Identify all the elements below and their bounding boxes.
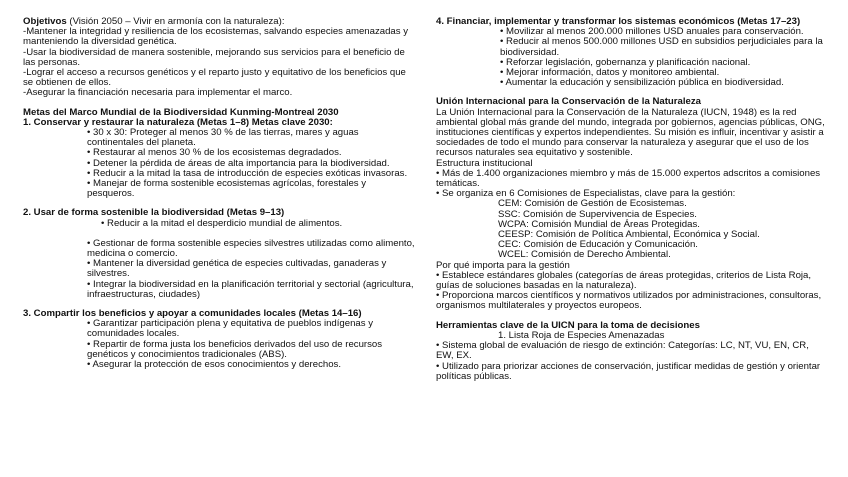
herramientas-item: • Sistema global de evaluación de riesgo de extinción: Categorías: LC, NT, VU, EN, CR, EW, EX.: [436, 340, 809, 362]
estructura-item: • Más de 1.400 organizaciones miembro y más de 15.000 expertos adscritos a comisiones temáticas.: [436, 167, 821, 190]
section-1-item: • Detener la pérdida de áreas de alta importancia para la biodiversidad.: [87, 157, 390, 169]
section-1-heading: 1. Conservar y restaurar la naturaleza (Metas 1–8) Metas clave 2030:: [23, 116, 333, 128]
herramientas-section: [436, 321, 828, 382]
comision-item: CEESP: Comisión de Política Ambiental, Económica y Social.: [498, 229, 760, 241]
section-1-item: • 30 x 30: Proteger al menos 30 % de las tierras, mares y aguas continentales del planeta.: [87, 127, 359, 149]
section-1-item: • Manejar de forma sostenible ecosistemas agrícolas, forestales y pesqueros.: [87, 178, 367, 200]
section-2-item: • Integrar la biodiversidad en la planificación territorial y sectorial (agricultura, infraestructuras, ciudades): [87, 278, 414, 300]
metas-section-3: [23, 309, 415, 370]
uicn-heading: Unión Internacional para la Conservación de la Naturaleza: [436, 96, 701, 108]
objetivos-subtitle: (Visión 2050 – Vivir en armonía con la naturaleza):: [66, 16, 285, 27]
objetivos-line: -Lograr el acceso a recursos genéticos y el reparto justo y equitativo de los beneficios que se obtienen de ellos.: [23, 67, 406, 89]
uicn-intro: La Unión Internacional para la Conservación de la Naturaleza (IUCN, 1948) es la red ambiental global más grande del mundo, integrada por gobiernos, agencias públicas, ONG, instituciones científicas y expertos independientes. Su misión es influir, incentivar y asistir a sociedades de todo el mundo para conservar la naturaleza y asegurar que el uso de los recursos naturales sea equitativo y sostenible.: [436, 106, 825, 159]
metas-heading: Metas del Marco Mundial de la Biodiversidad Kunming-Montreal 2030: [23, 106, 339, 118]
section-3-heading: 3. Compartir los beneficios y apoyar a comunidades locales (Metas 14–16): [23, 308, 362, 320]
objetivos-paragraph: [23, 17, 415, 99]
section-1-item: • Restaurar al menos 30 % de los ecosistemas degradados.: [87, 147, 342, 159]
herramientas-item: • Utilizado para priorizar acciones de conservación, justificar medidas de gestión y orientar políticas públicas.: [436, 360, 821, 382]
section-4-item: • Mejorar información, datos y monitoreo ambiental.: [500, 67, 720, 79]
section-2-item: • Gestionar de forma sostenible especies silvestres utilizadas como alimento, medicina o comercio.: [87, 237, 415, 260]
section-3-item: • Garantizar participación plena y equitativa de pueblos indígenas y comunidades locales.: [87, 318, 374, 340]
comision-item: WCEL: Comisión de Derecho Ambiental.: [498, 249, 671, 261]
estructura-title: Estructura institucional: [436, 157, 533, 169]
section-4-item: • Reforzar legislación, gobernanza y planificación nacional.: [500, 56, 751, 68]
objetivos-line: -Usar la biodiversidad de manera sostenible, mejorando sus servicios para el beneficio de las personas.: [23, 46, 405, 68]
importa-title: Por qué importa para la gestión: [436, 259, 570, 271]
section-4-heading: 4. Financiar, implementar y transformar los sistemas económicos (Metas 17–23): [436, 16, 801, 27]
comision-item: CEC: Comisión de Educación y Comunicación.: [498, 239, 698, 251]
section-3-item: • Repartir de forma justa los beneficios derivados del uso de recursos genéticos y conocimientos tradicionales (ABS).: [87, 338, 383, 360]
metas-section-4: [436, 17, 828, 88]
metas-section-1: [23, 108, 415, 200]
objetivos-title: Objetivos: [23, 16, 67, 27]
herramientas-heading: Herramientas clave de la UICN para la toma de decisiones: [436, 319, 700, 331]
estructura-item: • Se organiza en 6 Comisiones de Especialistas, clave para la gestión:: [436, 188, 736, 200]
comision-item: SSC: Comisión de Supervivencia de Especies.: [498, 208, 697, 220]
importa-item: • Establece estándares globales (categorías de áreas protegidas, criterios de Lista Roja, guías de soluciones basadas en la naturaleza).: [436, 269, 812, 292]
left-column: [23, 17, 415, 370]
section-4-item: • Aumentar la educación y sensibilización pública en biodiversidad.: [500, 77, 784, 89]
section-3-item: • Asegurar la protección de esos conocimientos y derechos.: [87, 359, 341, 371]
metas-section-2: [23, 208, 415, 300]
section-1-item: • Reducir a la mitad la tasa de introducción de especies exóticas invasoras.: [87, 167, 408, 179]
comision-item: WCPA: Comisión Mundial de Áreas Protegidas.: [498, 218, 700, 230]
objetivos-line: -Asegurar la financiación necesaria para implementar el marco.: [23, 87, 293, 99]
section-2-item: • Mantener la diversidad genética de especies cultivadas, ganaderas y silvestres.: [87, 258, 387, 280]
objetivos-line: -Mantener la integridad y resiliencia de los ecosistemas, salvando especies amenazadas y manteniendo la diversidad genética.: [23, 26, 409, 48]
comision-item: CEM: Comisión de Gestión de Ecosistemas.: [498, 198, 687, 210]
herramientas-numbered: 1. Lista Roja de Especies Amenazadas: [498, 329, 665, 341]
importa-item: • Proporciona marcos científicos y normativos utilizados por administraciones, consultoras, organismos multilaterales y proyectos europeos.: [436, 290, 822, 312]
right-column: [436, 17, 828, 382]
section-2-heading: 2. Usar de forma sostenible la biodiversidad (Metas 9–13): [23, 207, 285, 219]
uicn-section: [436, 97, 828, 311]
section-2-item: • Reducir a la mitad el desperdicio mundial de alimentos.: [101, 217, 343, 229]
section-4-item: • Reducir al menos 500.000 millones USD en subsidios perjudiciales para la biodiversidad.: [500, 36, 823, 58]
section-4-item: • Movilizar al menos 200.000 millones USD anuales para conservación.: [500, 26, 804, 38]
